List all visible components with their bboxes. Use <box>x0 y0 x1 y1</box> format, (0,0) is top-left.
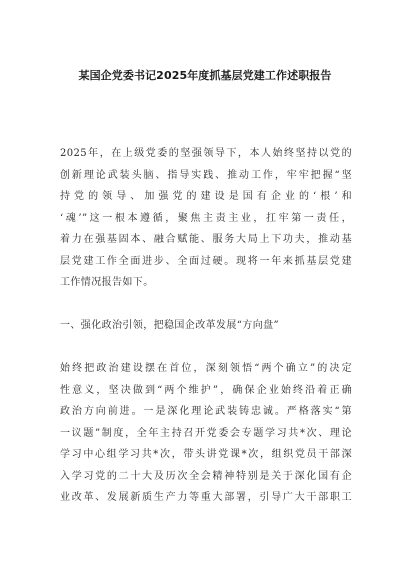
intro-line: 2025年，在上级党委的坚强领导下，本人始终坚持以党的 <box>60 148 352 159</box>
intro-line: ‘魂’”这一根本遵循，聚焦主责主业，扛牢第一责任， <box>60 212 352 224</box>
intro-line: 创新理论武装头脑、指导实践、推动工作，牢牢把握“坚 <box>60 169 352 181</box>
intro-line: 工作情况报告如下。 <box>60 277 154 288</box>
intro-paragraph <box>60 143 352 294</box>
document-title: 某国企党委书记2025年度抓基层党建工作述职报告 <box>78 69 332 82</box>
body-line: 一议题”制度，全年主持召开党委会专题学习共*次、理论 <box>60 427 352 439</box>
body-line: 业改革、发展新质生产力等重大部署，引导广大干部职工 <box>60 492 352 503</box>
body-line: 学习中心组学习共*次，带头讲党课*次，组织党员干部深 <box>60 449 352 460</box>
body-line: 政治方向前进。一是深化理论武装铸忠诚。严格落实“第 <box>60 406 352 417</box>
section-heading: 一、强化政治引领，把稳国企改革发展“方向盘” <box>60 320 280 331</box>
body-paragraph <box>60 358 352 509</box>
body-line: 性意义，坚决做到“两个维护”，确保企业始终沿着正确 <box>60 384 352 396</box>
intro-line: 层党建工作全面进步、全面过硬。现将一年来抓基层党建 <box>60 255 352 267</box>
intro-line: 持党的领导、加强党的建设是国有企业的‘根’和 <box>60 191 352 202</box>
body-line: 入学习党的二十大及历次全会精神特别是关于深化国有企 <box>60 470 352 482</box>
body-line: 始终把政治建设摆在首位，深刻领悟“两个确立”的决定 <box>60 363 352 374</box>
intro-line: 着力在强基固本、融合赋能、服务大局上下功夫，推动基 <box>60 234 352 245</box>
